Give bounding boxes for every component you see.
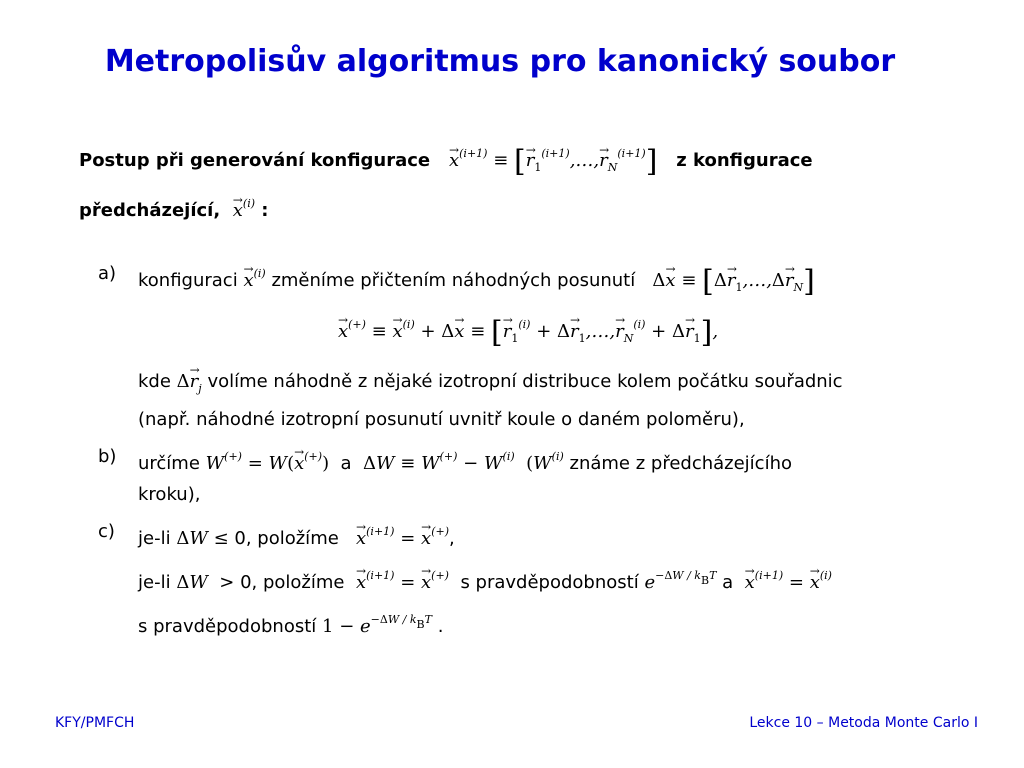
- step-b: [98, 441, 978, 510]
- page-title: Metropolisův algoritmus pro kanonický soubor: [104, 44, 896, 79]
- footer-lecture: Lekce 10 – Metoda Monte Carlo I: [749, 715, 978, 731]
- step-a-description: [138, 366, 978, 404]
- step-a-text: konfiguraci: [138, 270, 238, 291]
- formula-accept: → $x^{(i+1)}$ = → x(+): [356, 528, 449, 549]
- formula-delta-rj: $\Delta\to r_j$: [177, 371, 202, 392]
- step-c-jeli-2: je-li: [138, 572, 171, 593]
- intro-text: Postup při generování konfigurace: [79, 150, 431, 171]
- formula-trial-configuration: → x(+) ≡ → $x^{(i)} + \Delta\to x$ ≡ [→ $r_1^{(i)} + \Delta\to$ $r_1,\dots,\to r_N^{(i)} + \Delta\to r_1$],: [338, 321, 718, 342]
- formula-previous-configuration: → $x^{(i)}$: [233, 200, 255, 221]
- algorithm-steps: [98, 258, 978, 642]
- step-c-cond-2: > 0, položíme: [219, 572, 345, 593]
- step-b-text-2: známe z předcházejícího: [569, 453, 792, 474]
- step-b-text-3: kroku),: [138, 484, 201, 505]
- step-a-text-2: změníme přičtením náhodných posunutí: [271, 270, 636, 291]
- formula-delta-w: $\Delta W \equiv W^{(+)} - W^{(i)}$: [363, 450, 515, 474]
- intro-text-2: předcházející,: [79, 200, 221, 221]
- formula-reject: → $x^{(i+1)}$ = → $x^{(i)}$: [745, 572, 832, 593]
- step-a-marker: a): [98, 263, 117, 284]
- step-a-desc-2: (např. náhodné izotropní posunutí uvnitř koule o daném poloměru),: [138, 409, 745, 430]
- step-a-kde: kde: [138, 371, 171, 392]
- step-b-marker: b): [98, 446, 117, 467]
- intro-colon: :: [261, 200, 269, 221]
- step-c-jeli-1: je-li: [138, 528, 171, 549]
- formula-delta-w-le: ΔW ≤: [176, 528, 229, 549]
- step-c-a: a: [722, 572, 734, 593]
- formula-accept-2: → $x^{(i+1)}$ = → x(+): [356, 572, 449, 593]
- step-a-desc: volíme náhodně z nějaké izotropní distribuce kolem počátku souřadnic: [207, 371, 843, 392]
- step-c-marker: c): [98, 521, 115, 542]
- step-a: [98, 258, 978, 435]
- formula-displacement: $\Delta\to x \equiv [\Delta\to r_1,\dots,\Delta\to r_N]$: [652, 270, 814, 291]
- formula-x-i: → $x^{(i)}$: [243, 270, 265, 291]
- intro-line-1: [79, 136, 879, 186]
- intro-text-after: z konfigurace: [676, 150, 813, 171]
- intro-line-2: [79, 186, 879, 229]
- step-b-text: určíme: [138, 453, 200, 474]
- step-c-comma: ,: [449, 528, 455, 549]
- formula-reject-probability: $1 - e^{-\Delta W / k_BT}$: [322, 613, 432, 637]
- step-c-cond-1: 0, položíme: [234, 528, 339, 549]
- formula-weight-trial: W(+) = W(→ x(+)): [206, 453, 329, 474]
- step-c-prob: s pravděpodobností: [460, 572, 639, 593]
- formula-delta-w-gt: ΔW: [176, 572, 208, 593]
- step-b-a: a: [340, 453, 352, 474]
- step-c-end: .: [437, 616, 444, 637]
- step-c-prob-2: s pravděpodobností: [138, 616, 317, 637]
- formula-boltzmann-factor: $e^{-\Delta W / k_BT}$: [644, 569, 717, 593]
- step-c: [98, 516, 978, 642]
- formula-trial-configuration-line: [138, 309, 978, 354]
- formula-w-i: ($W^{(i)}$: [526, 450, 564, 474]
- formula-configuration-definition: → $x^{(i+1)}$ ≡ [→ $r_1^{(i+1)},\dots,\to r_N^{(i+1)}$]: [449, 150, 657, 171]
- intro-paragraph: [79, 136, 879, 229]
- footer-course: KFY/PMFCH: [55, 715, 135, 731]
